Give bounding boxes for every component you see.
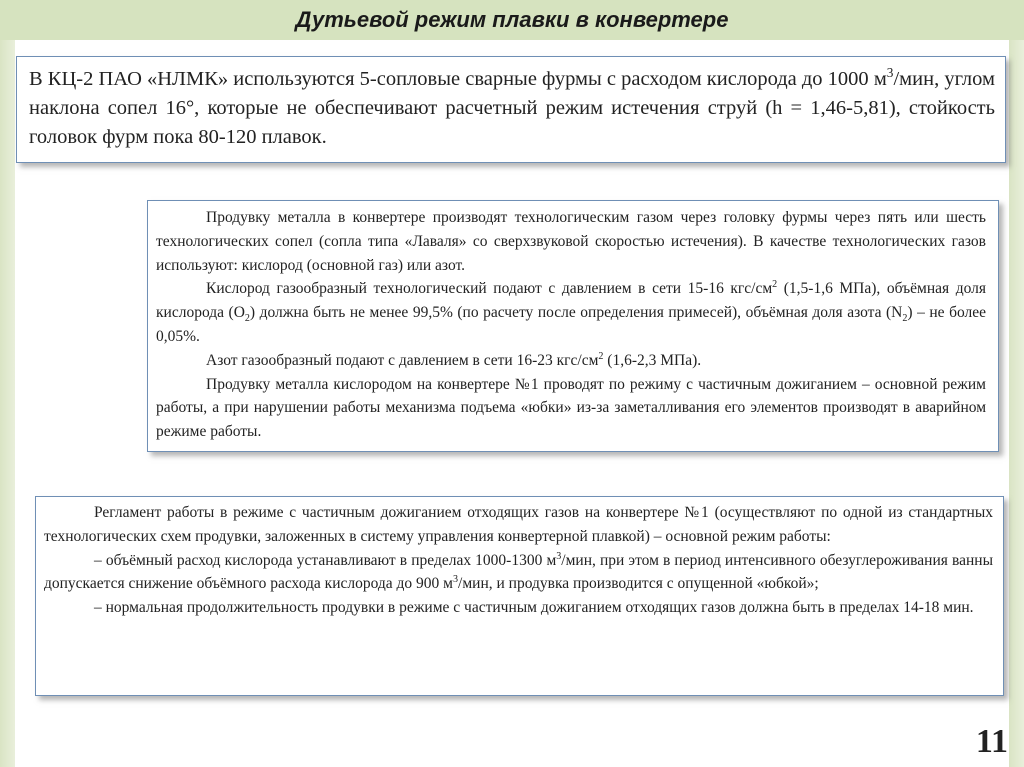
details-paragraph-3: Азот газообразный подают с давлением в сети 16-23 кгс/$см^2$ (1,6-2,3 МПа). [206, 350, 702, 369]
regulation-paragraph-1: Регламент работы в режиме с частичным дожиганием отходящих газов на конвертере №1 (осуществляют по одной из стандартных технологических схем продувки, заложенных в систему управления конвертерной плавкой) – основной режим работы: [44, 504, 993, 545]
details-paragraph-2: Кислород газообразный технологический подают с давлением в сети 15-16 кгс/$см^2$ (1,5-1,6 МПа), объёмная доля кислорода $(О_2)$ должна быть не менее 99,5% (по расчету после определения примесей), объёмная доля азота $(N_2)$ – не более 0,05%. [156, 279, 986, 345]
intro-paragraph: В КЦ-2 ПАО «НЛМК» используются 5-сопловые сварные фурмы с расходом кислорода до 1000 $м^3$/мин, углом наклона сопел 16°, которые не обеспечивают расчетный режим истечения струй (h = 1,46-5,81), стойкость головок фурм пока 80-120 плавок. [29, 65, 995, 148]
regulation-box [35, 496, 1004, 696]
regulation-paragraph-3: – нормальная продолжительность продувки в режиме с частичным дожиганием отходящих газов должна быть в пределах 14-18 мин. [94, 599, 974, 617]
right-decor-stripe [1009, 40, 1024, 767]
intro-box [16, 56, 1006, 163]
regulation-paragraph-2: – объёмный расход кислорода устанавливают в пределах 1000-1300 $м^3$/мин, при этом в период интенсивного обезуглероживания ванны допускается снижение объёмного расхода кислорода до 900 $м^3$/мин, и продувка производится с опущенной «юбкой»; [44, 550, 993, 593]
left-decor-stripe [0, 40, 15, 767]
page-title: Дутьевой режим плавки в конвертере [295, 7, 729, 32]
details-box [147, 200, 999, 452]
title-bar [0, 0, 1024, 40]
page-number: 11 [975, 723, 1008, 760]
details-paragraph-4: Продувку металла кислородом на конвертере №1 проводят по режиму с частичным дожиганием – основной режим работы, а при нарушении работы механизма подъема «юбки» из-за заметалливания его элементов производят в аварийном режиме работы. [156, 375, 986, 441]
details-paragraph-1: Продувку металла в конвертере производят технологическим газом через головку фурмы через пять или шесть технологических сопел (сопла типа «Лаваля» со сверхзвуковой скоростью истечения). В качестве технологических газов используют: кислород (основной газ) или азот. [156, 209, 986, 274]
